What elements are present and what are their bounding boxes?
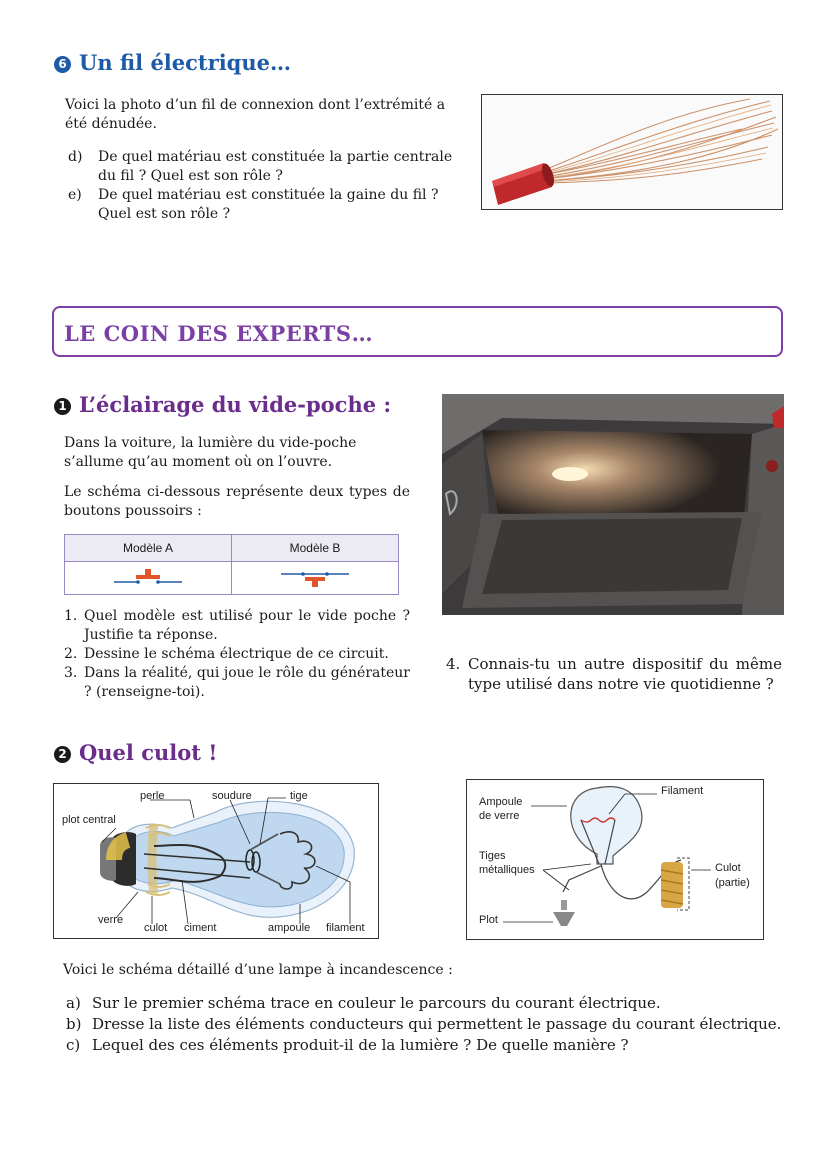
label-ampoule-verre-1: Ampoule [479,796,523,808]
question-item: e) De quel matériau est constituée la gaine du fil ? Quel est son rôle ? [68,187,439,222]
model-a-symbol [65,562,232,595]
question-item: a) Sur le premier schéma trace en couleur le parcours du courant électrique. [66,994,661,1012]
section2-heading [54,740,217,765]
question-item: c) Lequel des ces éléments produit-il de la lumière ? De quelle manière ? [66,1036,629,1054]
label-filament-2: Filament [661,785,704,797]
section2-intro: Voici le schéma détaillé d’une lampe à incandescence : [63,962,453,978]
label-plot-central: plot central [62,814,116,826]
section-number-badge: 1 [54,398,71,415]
section-number-badge: 6 [54,56,71,73]
label-soudure: soudure [212,790,252,802]
bulb-diagram-simple [466,779,764,940]
question-item: 2. Dessine le schéma électrique de ce circuit. [64,646,389,662]
question-item: d) De quel matériau est constituée la partie centrale du fil ? Quel est son rôle ? [68,149,453,184]
section2-title: Quel culot ! [79,740,218,765]
wire-photo [481,94,783,210]
experts-banner [52,306,783,357]
model-b-symbol [232,562,399,595]
question-item: 4. Connais-tu un autre dispositif du même type utilisé dans notre vie quotidienne ? [446,655,782,693]
question-item: 1. Quel modèle est utilisé pour le vide poche ? Justifie ta réponse. [64,608,410,643]
table-header: Modèle B [232,535,399,562]
label-perle: perle [140,790,165,802]
label-ciment: ciment [184,922,217,934]
section2-questions [66,993,786,1056]
bulb-diagram-detailed [53,783,379,939]
section6-questions [68,148,460,224]
label-tige: tige [290,790,308,802]
section6-intro: Voici la photo d’un fil de connexion dont l’extrémité a été dénudée. [65,97,446,132]
experts-banner-title: LE COIN DES EXPERTS… [64,321,374,346]
section1-paragraph-2: Le schéma ci-dessous représente deux types de boutons poussoirs : [64,484,410,519]
question-item: 3. Dans la réalité, qui joue le rôle du générateur ? (renseigne-toi). [64,665,410,700]
question-item: b) Dresse la liste des éléments conducteurs qui permettent le passage du courant électrique. [66,1015,782,1033]
table-header: Modèle A [65,535,232,562]
label-ampoule: ampoule [268,922,311,934]
section1-heading [54,392,391,417]
glovebox-photo [442,394,784,615]
question-4 [446,654,782,694]
label-culot: culot [144,922,168,934]
section1-paragraph-1: Dans la voiture, la lumière du vide-poche s’allume qu’au moment où on l’ouvre. [64,435,357,470]
label-verre: verre [98,914,124,926]
label-tiges-1: Tiges [479,850,506,862]
label-tiges-2: métalliques [479,864,535,876]
section1-title: L’éclairage du vide-poche : [79,392,392,417]
label-culot-1: Culot [715,862,741,874]
section6-title: Un fil électrique… [79,50,291,75]
section1-questions [64,607,410,702]
label-culot-2: (partie) [715,877,750,889]
label-ampoule-verre-2: de verre [479,810,520,822]
label-plot: Plot [479,914,498,926]
section6-heading [54,50,291,75]
section-number-badge: 2 [54,746,71,763]
button-models-table [64,534,399,595]
label-filament: filament [326,922,365,934]
